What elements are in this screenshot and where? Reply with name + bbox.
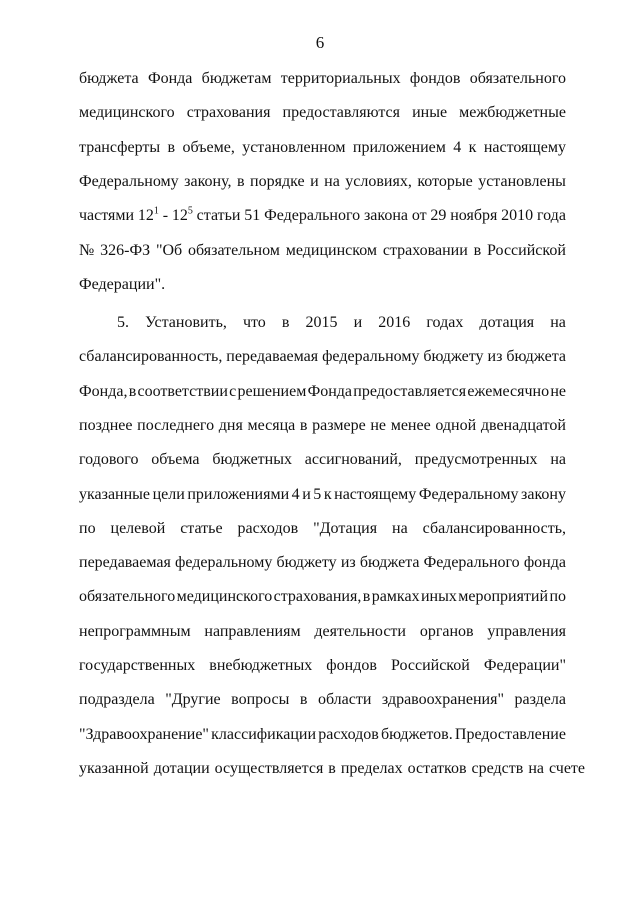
word: 326-ФЗ [100,241,151,259]
word: и [302,485,311,503]
word: внебюджетных [209,657,313,674]
word: что [242,314,266,331]
word: не [550,382,566,400]
word: органов [419,622,474,640]
word: которые [417,172,473,190]
word: 4 [453,138,462,156]
text-line [79,240,566,262]
word: бюджету [276,554,337,572]
word: ежемесячно [467,382,550,400]
word: Фонда [307,382,353,400]
word: настоящему [483,138,566,156]
word: приложением [352,138,446,156]
word: Федерации" [483,657,566,674]
text-line [79,518,566,540]
word: направлениям [204,622,301,640]
word: фонда [523,554,566,572]
word: на [324,172,340,190]
word: здравоохранения" [381,691,505,709]
word: по [79,519,96,537]
word: на [550,314,566,331]
word: не [370,416,387,434]
word: непрограммным [79,622,191,640]
word: года [536,207,566,225]
word: Фонда, [79,382,128,400]
text-line [79,102,566,124]
word: деятельности [314,622,406,640]
word: территориальных [280,70,401,87]
word: в [473,241,482,259]
word: Предоставление [454,725,566,743]
word: и [310,172,319,190]
word: годового [79,451,139,469]
word: объема [151,451,200,469]
text-line [79,171,566,193]
word: установлены [478,172,566,190]
word: ноября [450,207,498,225]
word: "Здравоохранение" [79,725,209,743]
word: настоящему [334,485,417,503]
word: мероприятий [458,588,549,606]
text-line [79,415,566,437]
word: классификации [211,725,317,743]
word: расходов [237,519,299,537]
word: дня [218,416,243,434]
word: подраздела [79,691,155,709]
word: 5 [313,485,322,503]
word: трансферты [79,138,161,156]
word: № [79,241,95,259]
word: в [281,314,290,331]
word: сбалансированность, [422,519,566,537]
word: установленном [242,138,346,156]
text-line [79,346,566,368]
word: бюджетов. [381,725,453,743]
text-line [79,68,566,90]
word: Федеральному [418,485,519,503]
word: в [299,416,308,434]
text-line [117,312,566,334]
word: страхования [186,104,271,122]
word: иных [420,588,457,606]
word: "Об [155,241,183,259]
word: 2016 [378,314,411,331]
word: и [353,314,363,331]
word: обязательного [79,588,176,606]
word: - [162,207,169,225]
word: менее [390,416,431,434]
word: $12^1$ [137,205,159,225]
word: медицинского [79,104,175,122]
word: в [167,138,176,156]
text-line [79,655,566,677]
word: указанные [79,485,151,503]
word: частями [79,207,135,225]
text-line [79,274,566,296]
word: дотации [153,759,210,777]
word: страховании [382,241,468,259]
text-line [79,449,566,471]
word: бюджетам [201,70,272,87]
text-line [79,137,566,159]
word: двенадцатой [480,416,566,434]
word: федеральному [174,554,273,572]
word: области [317,691,372,709]
word: дотация [479,314,535,331]
word: Установить, [145,314,227,331]
word: вопросы [231,691,290,709]
word: медицинском [285,241,378,259]
word: пределах [340,759,403,777]
word: расходов [318,725,379,743]
word: на [392,519,408,537]
word: 51 [244,207,261,225]
word: решением [237,382,307,400]
word: по [549,588,566,606]
text-line [79,552,566,574]
text-line [79,484,566,506]
word: передаваемая [226,348,319,366]
page-number: 6 [315,33,325,52]
word: 29 [430,207,447,225]
word: федеральному [322,348,420,366]
word: "Другие [165,691,221,709]
word: на [550,451,566,469]
word: предоставляются [282,104,400,122]
word: 2015 [305,314,338,331]
word: Федерации". [79,275,166,293]
word: осуществляется [214,759,324,777]
word: Федеральному [79,172,179,190]
word: рамках [371,588,420,606]
word: межбюджетные [459,104,566,122]
word: страхования, [273,588,362,606]
word: остатков [407,759,467,777]
word: медицинского [176,588,273,606]
word: управления [487,622,566,640]
word: объеме, [182,138,235,156]
word: в [362,588,371,606]
word: бюджетных [212,451,292,469]
word: приложениями [187,485,290,503]
text-line [79,205,566,227]
word: позднее [79,416,133,434]
text-line [79,621,566,643]
word: Российской [487,241,566,259]
word: соответствии [137,382,228,400]
word: $12^5$ [171,205,193,225]
word: ассигнований, [304,451,402,469]
word: в [328,759,336,777]
word: одной [435,416,477,434]
word: фондов [409,70,461,87]
text-line [79,689,566,711]
word: статьи [196,207,241,225]
word: в [299,691,308,709]
word: к [468,138,477,156]
word: от [411,207,427,225]
word: счете [548,759,586,777]
word: на [528,759,544,777]
word: последнего [137,416,215,434]
word: размере [312,416,366,434]
word: Федерального [423,554,520,572]
word: 5. [117,314,129,331]
word: месяца [247,416,296,434]
word: бюджета [359,554,420,572]
word: 2010 [501,207,534,225]
word: бюджета [506,348,566,366]
word: иные [412,104,448,122]
word: бюджета [79,70,139,87]
word: из [340,554,356,572]
word: средств [471,759,524,777]
word: Российской [390,657,470,674]
text-line [79,758,586,780]
word: порядке [250,172,305,190]
word: раздела [514,691,566,709]
word: фондов [326,657,377,674]
word: статье [180,519,223,537]
word: закона [363,207,408,225]
word: предоставляется [353,382,467,400]
word: передаваемая [79,554,171,572]
word: к [323,485,332,503]
word: Федерального [264,207,361,225]
text-line [79,586,566,608]
word: с [229,382,237,400]
word: в [237,172,245,190]
word: закону [521,485,566,503]
word: условиях, [345,172,412,190]
word: обязательном [188,241,280,259]
word: из [487,348,503,366]
word: предусмотренных [414,451,538,469]
word: сбалансированность, [79,348,223,366]
word: закону, [184,172,232,190]
word: государственных [79,657,196,674]
text-line [79,724,566,746]
word: бюджету [423,348,484,366]
text-line [79,381,566,403]
word: в [128,382,137,400]
word: цели [152,485,185,503]
word: "Дотация [313,519,378,537]
word: Фонда [147,70,193,87]
word: указанной [79,759,149,777]
word: обязательного [469,70,566,87]
word: 4 [291,485,300,503]
word: годах [426,314,464,331]
word: целевой [110,519,166,537]
